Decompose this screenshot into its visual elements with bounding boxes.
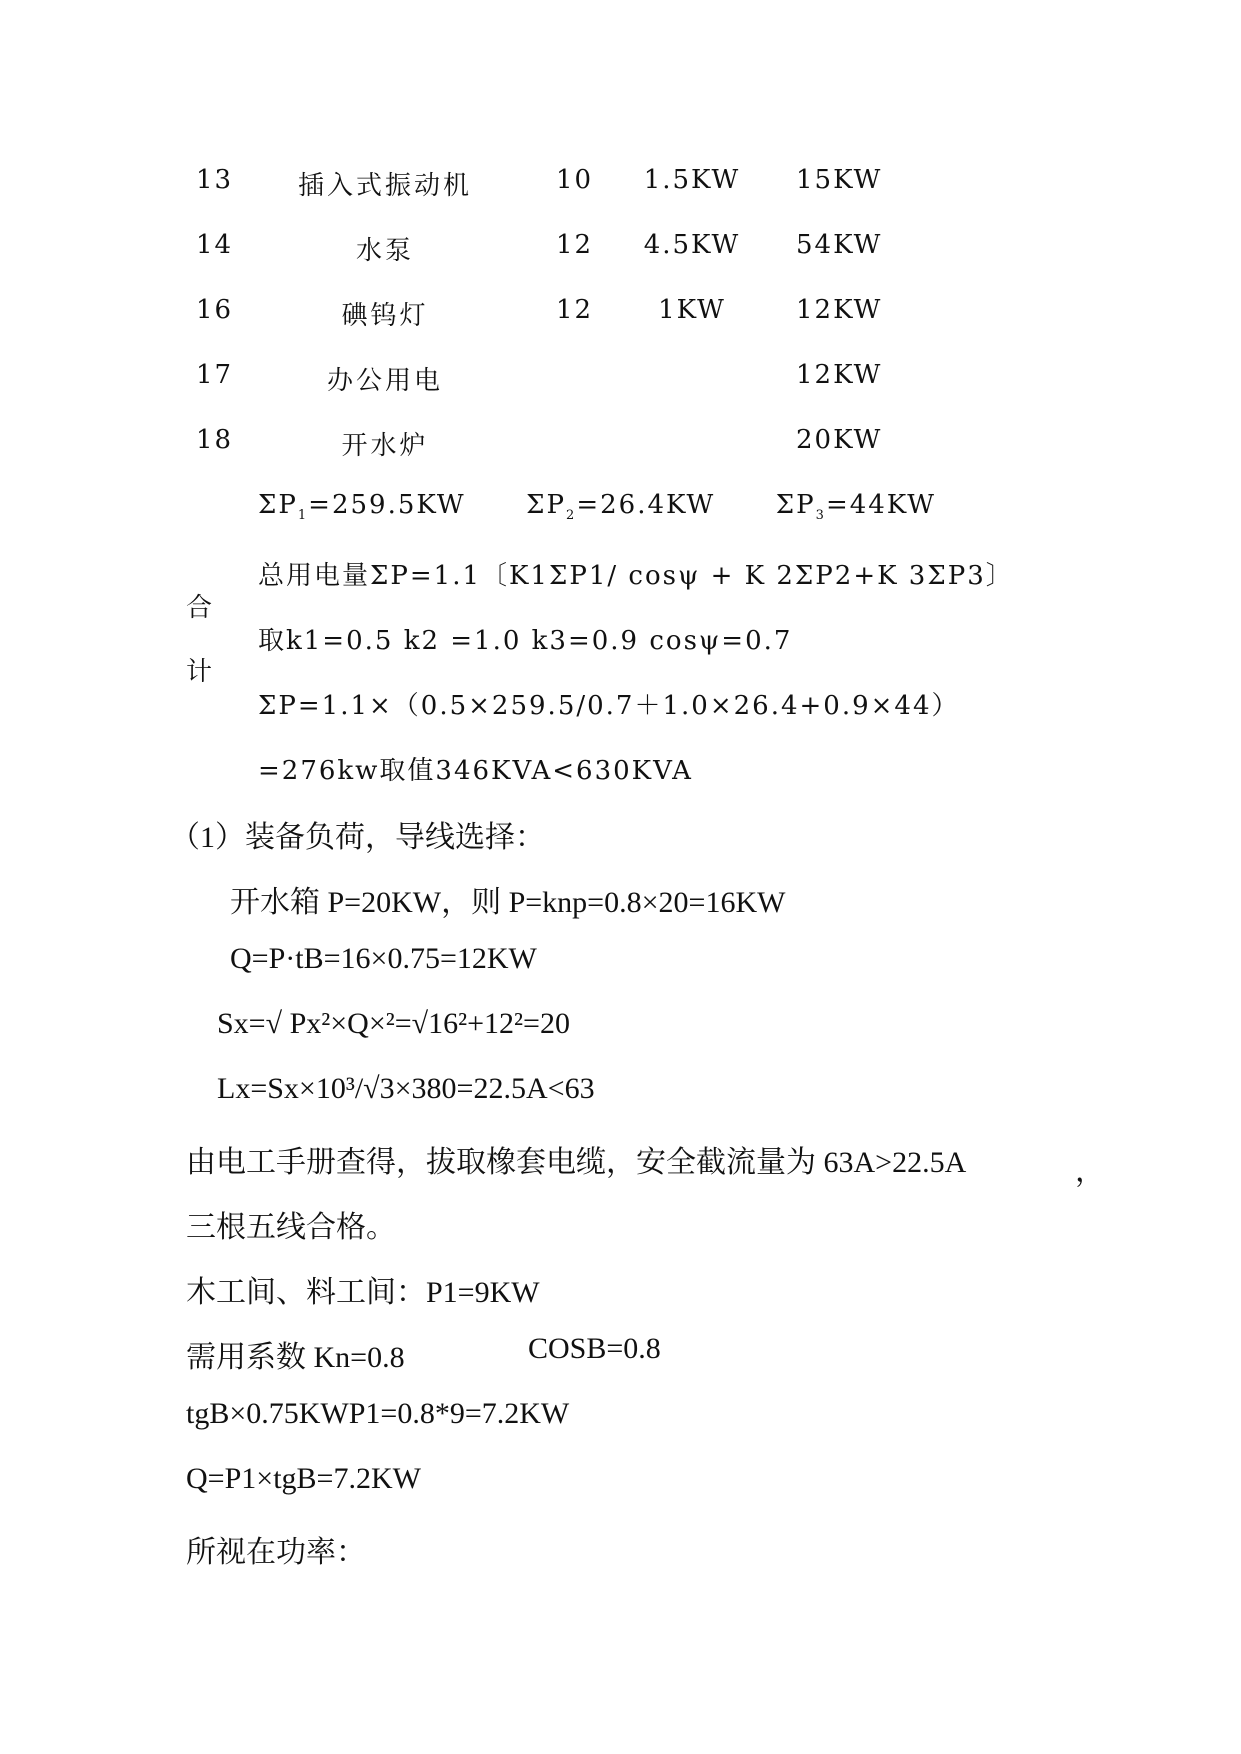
row-number: 13 (196, 165, 234, 195)
row-number: 18 (196, 425, 234, 455)
equipment-name: 碘钨灯 (341, 301, 429, 331)
quantity: 10 (556, 165, 594, 195)
total-power: 12KW (796, 360, 883, 390)
equipment-name: 水泵 (355, 236, 415, 266)
sum-p1: $\Sigma P_1=259.5KW$ (258, 490, 466, 524)
sum-p3: $\Sigma P_3=44KW$ (775, 490, 937, 524)
total-power: 54KW (796, 230, 883, 260)
unit-power: 1KW (658, 295, 726, 325)
unit-power: 4.5KW (643, 230, 741, 260)
table-row (0, 230, 1241, 270)
body-line: 木工间、料工间：P1=9KW (186, 1276, 540, 1309)
quantity: 12 (556, 230, 594, 260)
summary-label-top: 合 (186, 593, 213, 623)
body-line: tgB×0.75KWP1=0.8*9=7.2KW (186, 1397, 570, 1430)
total-power-formula: 总用电量ΣP=1.1〔K1ΣP1/ cosψ + K 2ΣP2+K 3ΣP3〕 (258, 561, 1014, 591)
coefficients: 取k1=0.5 k2 =1.0 k3=0.9 cosψ=0.7 (258, 626, 793, 656)
body-line: Q=P1×tgB=7.2KW (186, 1462, 421, 1495)
table-row (0, 165, 1241, 205)
body-line: Q=P·tB=16×0.75=12KW (230, 942, 537, 975)
equipment-name: 开水炉 (341, 431, 429, 461)
total-power: 20KW (796, 425, 883, 455)
table-row (0, 425, 1241, 465)
body-line: Sx=√ Px²×Q×²=√16²+12²=20 (217, 1007, 570, 1040)
summary-label-bottom: 计 (186, 657, 213, 687)
unit-power: 1.5KW (643, 165, 741, 195)
body-line: 开水箱 P=20KW，则 P=knp=0.8×20=16KW (230, 886, 786, 919)
body-line: Lx=Sx×10³/√3×380=22.5A<63 (217, 1072, 595, 1105)
sum-p2: $\Sigma P_2=26.4KW$ (526, 490, 716, 524)
power-sums (258, 490, 936, 523)
body-line: 由电工手册查得，拔取橡套电缆，安全截流量为 63A>22.5A (186, 1146, 967, 1179)
body-line: 需用系数 Kn=0.8 (186, 1341, 405, 1374)
table-row (0, 295, 1241, 335)
calculation: ΣP=1.1×（0.5×259.5/0.7＋1.0×26.4+0.9×44） (258, 691, 960, 721)
quantity: 12 (556, 295, 594, 325)
trailing-comma: ， (1075, 1155, 1105, 1188)
body-line: 三根五线合格。 (186, 1211, 396, 1244)
total-power: 15KW (796, 165, 883, 195)
equipment-name: 办公用电 (326, 366, 444, 396)
body-line: 所视在功率： (186, 1536, 366, 1569)
row-number: 17 (196, 360, 234, 390)
total-power: 12KW (796, 295, 883, 325)
row-number: 14 (196, 230, 234, 260)
table-row (0, 360, 1241, 400)
equipment-name: 插入式振动机 (297, 171, 473, 201)
row-number: 16 (196, 295, 234, 325)
result: =276kw取值346KVA<630KVA (258, 756, 693, 786)
section-heading: （1）装备负荷，导线选择： (170, 821, 545, 854)
body-line: COSB=0.8 (528, 1332, 661, 1365)
